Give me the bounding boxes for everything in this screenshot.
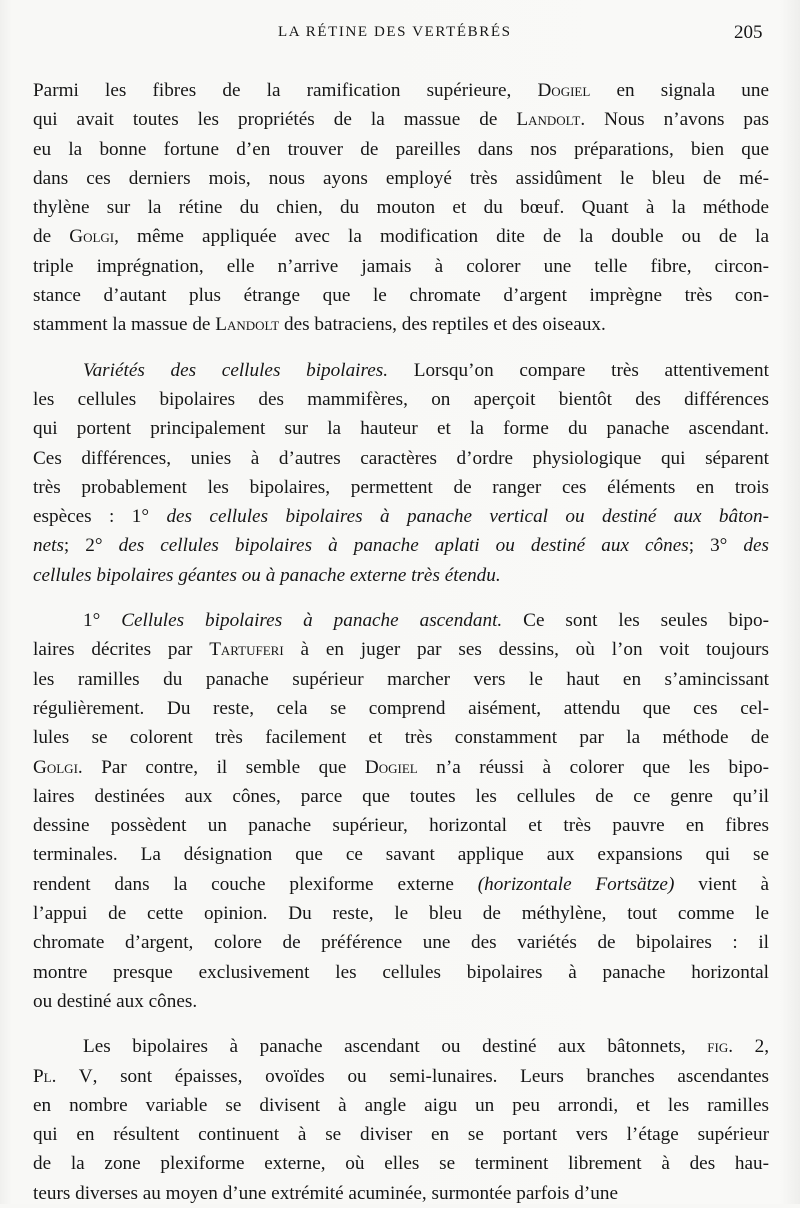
text-line: [33, 561, 769, 590]
text-run: qui en résultent continuent à se diviser en se portant vers l’étage supérieur: [33, 1124, 769, 1146]
paragraph-gap: [33, 340, 769, 356]
italic-run: des cellules bipolaires à panache vertical ou destiné aux bâton-: [166, 506, 769, 528]
text-run: n’a réussi à colorer que les bipo-: [417, 756, 769, 778]
text-run: vient à: [674, 873, 769, 895]
text-run: laires décrites par: [33, 639, 210, 661]
text-run: , même appliquée avec la modification dite de la double ou de la: [114, 226, 769, 248]
text-run: régulièrement. Du reste, cela se comprend aisément, attendu que ces cel-: [33, 697, 769, 719]
small-caps-run: Landolt: [516, 109, 581, 131]
text-line: [33, 1120, 769, 1149]
text-line: [33, 385, 769, 414]
text-line: [33, 1062, 769, 1091]
italic-run: des cellules bipolaires à panache aplati ou destiné aux cônes: [118, 535, 689, 557]
italic-run: Cellules bipolaires à panache ascendant.: [121, 610, 503, 632]
text-run: ou destiné aux cônes.: [33, 990, 198, 1012]
text-run: 1°: [83, 610, 122, 632]
small-caps-run: Pl. V: [33, 1065, 93, 1087]
text-line: [33, 782, 769, 811]
text-run: thylène sur la rétine du chien, du mouton et du bœuf. Quant à la méthode: [33, 197, 769, 219]
text-line: [33, 606, 769, 635]
text-run: les ramilles du panache supérieur marcher vers le haut en s’amincissant: [33, 668, 769, 690]
italic-run: nets: [33, 535, 64, 557]
text-line: [33, 252, 769, 281]
text-line: [33, 1091, 769, 1120]
text-run: . Par contre, il semble que: [77, 756, 365, 778]
running-title: LA RÉTINE DES VERTÉBRÉS: [278, 24, 512, 40]
small-caps-run: fig. 2: [707, 1036, 765, 1058]
text-run: , sont épaisses, ovoïdes ou semi-lunaires. Leurs branches ascendantes: [92, 1065, 770, 1087]
text-run: de la zone plexiforme externe, où elles se terminent librement à des hau-: [33, 1153, 769, 1175]
text-run: Parmi les fibres de la ramification supérieure,: [33, 80, 538, 101]
text-line: [33, 444, 769, 473]
text-line: [33, 105, 769, 134]
page-number: 205: [734, 22, 763, 43]
text-run: en signala une: [590, 80, 769, 101]
text-run: dans ces derniers mois, nous ayons employé très assidûment le bleu de mé-: [33, 167, 769, 189]
text-line: [33, 694, 769, 723]
text-line: [33, 1149, 769, 1178]
text-line: [33, 414, 769, 443]
text-run: l’appui de cette opinion. Du reste, le bleu de méthylène, tout comme le: [33, 903, 769, 925]
text-run: . Nous n’avons pas: [580, 109, 770, 131]
text-run: rendent dans la couche plexiforme externe: [33, 873, 478, 895]
text-run: Ce sont les seules bipo-: [502, 610, 769, 632]
text-run: chromate d’argent, colore de préférence une des variétés de bipolaires : il: [33, 932, 769, 954]
italic-run: Variétés des cellules bipolaires.: [83, 359, 389, 381]
paragraph: [33, 1032, 769, 1208]
text-run: dessine possèdent un panache supérieur, horizontal et très pauvre en fibres: [33, 815, 769, 837]
text-run: Ces différences, unies à d’autres caractères d’ordre physiologique qui séparent: [33, 447, 769, 469]
text-line: [33, 899, 769, 928]
text-run: Lorsqu’on compare très attentivement: [388, 359, 769, 381]
text-line: [33, 222, 769, 251]
small-caps-run: Dogiel: [364, 756, 418, 778]
text-run: en nombre variable se divisent à angle aigu un peu arrondi, et les ramilles: [33, 1094, 769, 1116]
small-caps-run: Tartuferi: [209, 639, 284, 661]
paragraph: [33, 76, 769, 340]
small-caps-run: Golgi: [69, 226, 115, 248]
text-line: [33, 665, 769, 694]
text-run: des batraciens, des reptiles et des oiseaux.: [279, 314, 606, 336]
paragraph: [33, 356, 769, 590]
italic-run: (horizontale Fortsätze): [477, 873, 675, 895]
text-line: [33, 870, 769, 899]
text-line: [33, 840, 769, 869]
paragraph: [33, 606, 769, 1016]
text-line: [33, 531, 769, 560]
text-line: [33, 958, 769, 987]
text-run: stance d’autant plus étrange que le chromate d’argent imprègne très con-: [33, 285, 769, 307]
text-run: eu la bonne fortune d’en trouver de pareilles dans nos préparations, bien que: [33, 138, 769, 160]
text-line: [33, 310, 769, 339]
text-run: teurs diverses au moyen d’une extrémité acuminée, surmontée parfois d’une: [33, 1182, 619, 1204]
text-line: [33, 811, 769, 840]
text-line: [33, 987, 769, 1016]
text-line: [33, 281, 769, 310]
text-run: stamment la massue de: [33, 314, 216, 336]
text-line: [33, 1032, 769, 1061]
body-text: [33, 76, 769, 1208]
text-run: ,: [764, 1036, 769, 1058]
small-caps-run: Golgi: [33, 756, 78, 778]
text-line: [33, 76, 769, 105]
text-line: [33, 502, 769, 531]
text-run: les cellules bipolaires des mammifères, on aperçoit bientôt des différences: [33, 388, 769, 410]
text-run: qui portent principalement sur la hauteur et la forme du panache ascendant.: [33, 418, 769, 440]
text-line: [33, 356, 769, 385]
italic-run: des: [743, 535, 769, 557]
text-run: ; 2°: [63, 535, 119, 557]
running-header: [0, 24, 800, 48]
text-line: [33, 193, 769, 222]
text-line: [33, 135, 769, 164]
text-line: [33, 164, 769, 193]
italic-run: cellules bipolaires géantes ou à panache externe très étendu.: [33, 564, 501, 586]
text-run: espèces : 1°: [33, 506, 167, 528]
text-line: [33, 928, 769, 957]
text-run: ; 3°: [688, 535, 744, 557]
text-run: qui avait toutes les propriétés de la massue de: [33, 109, 517, 131]
paragraph-gap: [33, 1016, 769, 1032]
text-run: lules se colorent très facilement et très constamment par la méthode de: [33, 727, 769, 749]
text-run: triple imprégnation, elle n’arrive jamais à colorer une telle fibre, circon-: [33, 255, 769, 277]
text-line: [33, 723, 769, 752]
text-run: très probablement les bipolaires, permettent de ranger ces éléments en trois: [33, 476, 769, 498]
text-run: Les bipolaires à panache ascendant ou destiné aux bâtonnets,: [83, 1036, 708, 1058]
text-line: [33, 753, 769, 782]
text-run: laires destinées aux cônes, parce que toutes les cellules de ce genre qu’il: [33, 785, 769, 807]
text-line: [33, 635, 769, 664]
text-line: [33, 473, 769, 502]
paragraph-gap: [33, 590, 769, 606]
text-run: à en juger par ses dessins, où l’on voit toujours: [283, 639, 769, 661]
small-caps-run: Dogiel: [537, 80, 591, 101]
text-run: montre presque exclusivement les cellules bipolaires à panache horizontal: [33, 961, 769, 983]
text-run: terminales. La désignation que ce savant applique aux expansions qui se: [33, 844, 769, 866]
small-caps-run: Landolt: [215, 314, 280, 336]
text-run: de: [33, 226, 70, 248]
